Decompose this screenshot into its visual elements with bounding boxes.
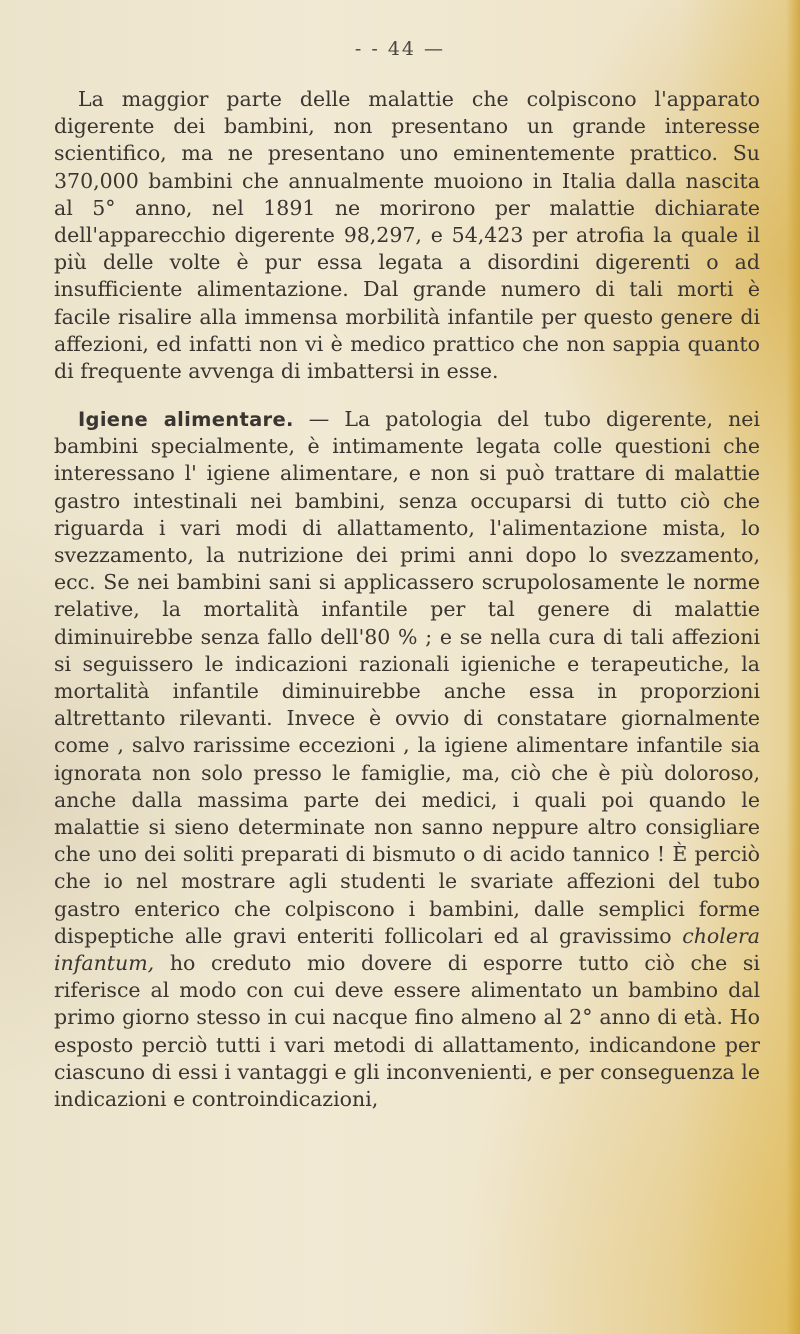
- page-edge-stain: [786, 0, 800, 1334]
- paragraph-body-part-2: ho creduto mio dovere di esporre tutto ciò che si riferisce al modo con cui deve essere alimentato un bambino dal primo giorno stesso in cui nacque fino almeno al 2° anno di età. Ho esposto perciò tutti i vari metodi di allattamento, indicandone per ciascuno di essi i vantaggi e gli inconvenienti, e per conseguenza le indicazioni e controindicazioni,: [54, 951, 760, 1112]
- section-heading: Igiene alimentare.: [78, 408, 294, 431]
- paragraph-igiene-text: [54, 406, 760, 1113]
- paragraph-intro-text: La maggior parte delle malattie che colpiscono l'apparato digerente dei bambini, non presentano un grande interesse scientifico, ma ne presentano uno eminentemente prattico. Su 370,000 bambini che annualmente muoiono in Italia dalla nascita al 5° anno, nel 1891 ne morirono per malattie dichiarate dell'apparecchio digerente 98,297, e 54,423 per atrofia la quale il più delle volte è pur essa legata a disordini digerenti o ad insufficiente alimentazione. Dal grande numero di tali morti è facile risalire alla immensa morbilità infantile per questo genere di affezioni, ed infatti non vi è medico prattico che non sappia quanto di frequente avvenga di imbattersi in esse.: [54, 87, 760, 384]
- paragraph-body-part-1: — La patologia del tubo digerente, nei bambini specialmente, è intimamente legata colle questioni che interessano l' igiene alimentare, e non si può trattare di malattie gastro intestinali nei bambini, senza occuparsi di tutto ciò che riguarda i vari modi di allattamento, l'alimentazione mista, lo svezzamento, la nutrizione dei primi anni dopo lo svezzamento, ecc. Se nei bambini sani si applicassero scrupolosamente le norme relative, la mortalità infantile per tal genere di malattie diminuirebbe senza fallo dell'80 % ; e se nella cura di tali affezioni si seguissero le indicazioni razionali igieniche e terapeutiche, la mortalità infantile diminuirebbe anche essa in proporzioni altrettanto rilevanti. Invece è ovvio di constatare giornalmente come , salvo rarissime eccezioni , la igiene alimentare infantile sia ignorata non solo presso le famiglie, ma, ciò che è più doloroso, anche dalla massima parte dei medici, i quali poi quando le malattie si sieno determinate non sanno neppure altro consigliare che uno dei soliti preparati di bismuto o di acido tannico ! È perciò che io nel mostrare agli studenti le svariate affezioni del tubo gastro enterico che colpiscono i bambini, dalle semplici forme dispeptiche alle gravi enteriti follicolari ed al gravissimo: [54, 407, 760, 948]
- paragraph-intro: [54, 86, 760, 385]
- paragraph-igiene-alimentare: [54, 406, 760, 1113]
- page-number: - - 44 —: [354, 38, 446, 60]
- italic-term: cholera infantum,: [54, 923, 760, 976]
